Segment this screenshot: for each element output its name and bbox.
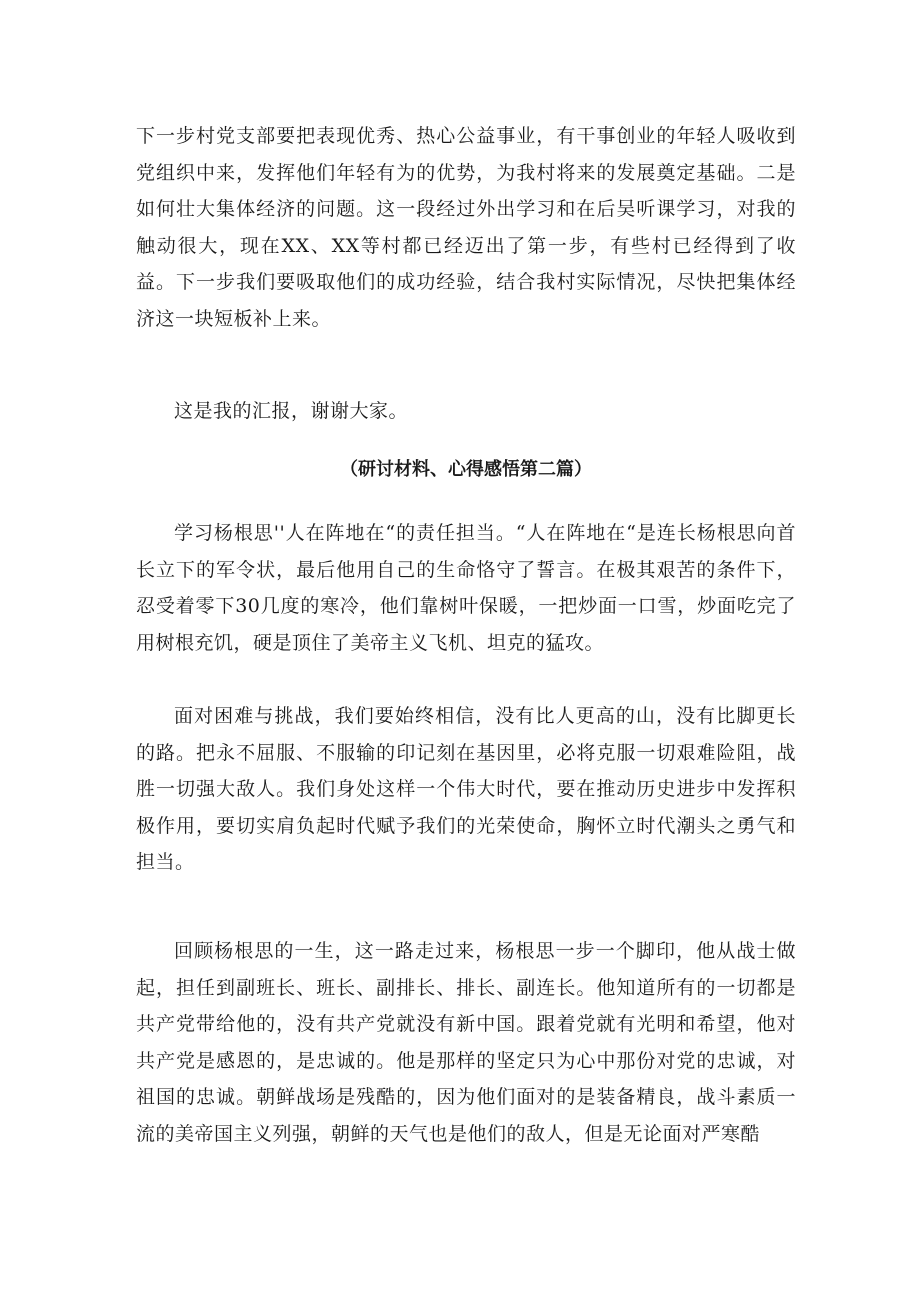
paragraph-closing-thanks: 这是我的汇报，谢谢大家。 [174, 400, 409, 422]
paragraph-challenges: 面对困难与挑战，我们要始终相信，没有比人更高的山，没有比脚更长的路。把永不屈服、不服输的印记刻在基因里，必将克服一切艰难险阻，战胜一切强大敌人。我们身处这样一个伟大时代，要在推动历史进步中发挥积极作用，要切实肩负起时代赋予我们的光荣使命，胸怀立时代潮头之勇气和担当。 [136, 705, 796, 874]
section-heading: （研讨材料、心得感悟第二篇） [340, 459, 592, 480]
paragraph-life-review: 回顾杨根思的一生，这一路走过来，杨根思一步一个脚印，他从战士做起，担任到副班长、班长、副排长、排长、副连长。他知道所有的一切都是共产党带给他的，没有共产党就没有新中国。跟着党就有光明和希望，他对共产党是感恩的，是忠诚的。他是那样的坚定只为心中那份对党的忠诚，对祖国的忠诚。朝鲜战场是残酷的，因为他们面对的是装备精良，战斗素质一流的美帝国主义列强，朝鲜的天气也是他们的敌人，但是无论面对严寒酷 [136, 940, 796, 1145]
paragraph-responsibility: 学习杨根思''人在阵地在“的责任担当。“人在阵地在“是连长杨根思向首长立下的军令状，最后他用自己的生命恪守了誓言。在极其艰苦的条件下，忍受着零下30几度的寒冷，他们靠树叶保暖，一把炒面一口雪，炒面吃完了用树根充饥，硬是顶住了美帝主义飞机、坦克的猛攻。 [136, 522, 796, 654]
paragraph-party-branch-report: 下一步村党支部要把表现优秀、热心公益事业，有干事创业的年轻人吸收到党组织中来，发挥他们年轻有为的优势，为我村将来的发展奠定基础。二是如何壮大集体经济的问题。这一段经过外出学习和在后吴听课学习，对我的触动很大，现在XX、XX等村都已经迈出了第一步，有些村已经得到了收益。下一步我们要吸取他们的成功经验，结合我村实际情况，尽快把集体经济这一块短板补上来。 [136, 125, 796, 330]
